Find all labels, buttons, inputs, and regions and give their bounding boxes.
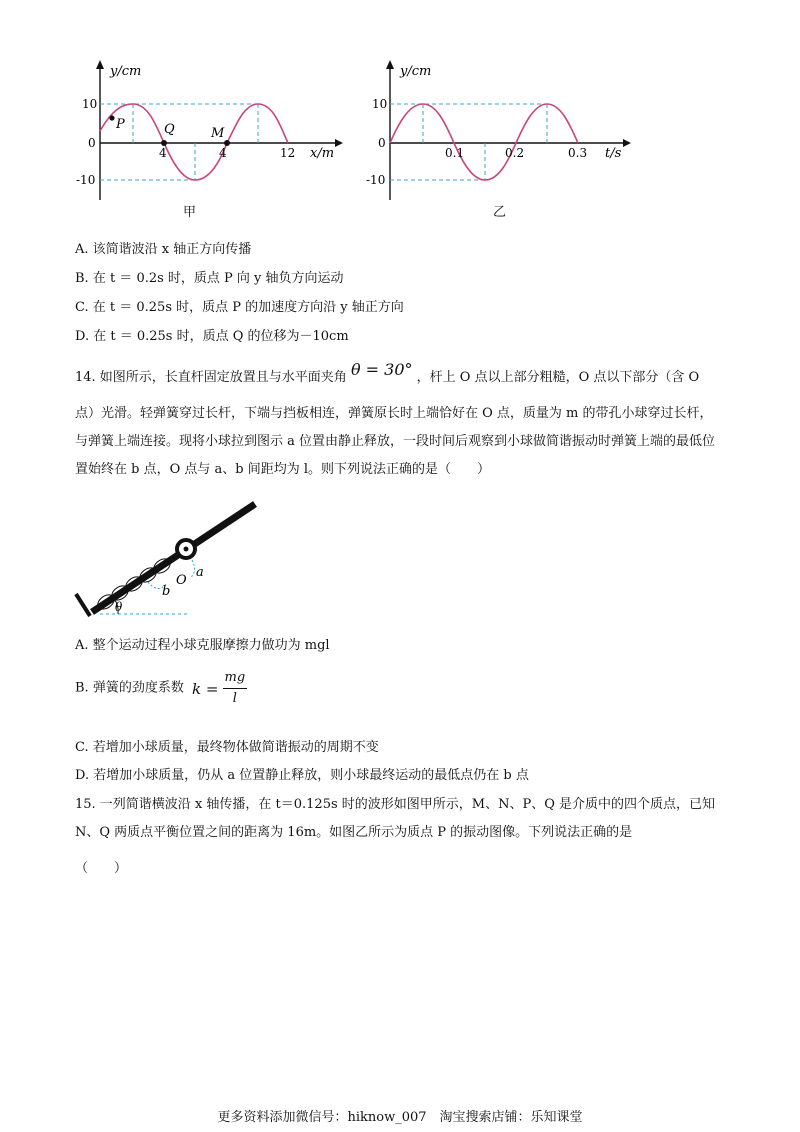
label-b: b: [162, 584, 171, 599]
label-q: Q: [164, 122, 175, 137]
q13-option-c: C. 在 t ＝ 0.25s 时，质点 P 的加速度方向沿 y 轴正方向: [75, 300, 404, 315]
q14-option-a: A. 整个运动过程小球克服摩擦力做功为 mgl: [75, 638, 330, 653]
t-tick-0.2: 0.2: [505, 146, 525, 160]
q13-option-d: D. 在 t ＝ 0.25s 时，质点 Q 的位移为－10cm: [75, 329, 349, 344]
y-tick-minus10: -10: [76, 173, 96, 187]
q14-option-b-fraction: [223, 668, 248, 709]
q14-stem-suffix: ，杆上 O 点以上部分粗糙，O 点以下部分（含 O: [416, 370, 700, 385]
q14-option-b-text: B. 弹簧的劲度系数: [75, 680, 184, 696]
fraction-numerator: mg: [223, 668, 248, 689]
y-tick-0: 0: [378, 136, 386, 150]
q14-stem-prefix: 14. 如图所示，长直杆固定放置且与水平面夹角: [75, 370, 347, 385]
x-tick-12: 12: [280, 146, 296, 160]
figure-yi-caption: 乙: [493, 205, 507, 220]
wave-curve: [100, 104, 288, 180]
baffle: [76, 594, 90, 616]
q15-stem: 15. 一列简谐横波沿 x 轴传播，在 t＝0.125s 时的波形如图甲所示，M、N、P、Q 是介质中的四个质点，已知 N、Q 两质点平衡位置之间的距离为 16m。如图乙所示为质点 P 的振动图像。下列说法正确的是: [75, 797, 716, 840]
y-tick-10: 10: [372, 97, 388, 111]
y-tick-10: 10: [82, 97, 98, 111]
label-p: P: [116, 117, 125, 132]
q13-option-b: B. 在 t ＝ 0.2s 时，质点 P 向 y 轴负方向运动: [75, 271, 344, 286]
fraction-denominator: l: [232, 691, 237, 706]
q14-angle-formula: θ = 30°: [350, 360, 413, 379]
label-theta: θ: [115, 600, 123, 614]
label-m: M: [211, 126, 225, 141]
x-tick-4a: 4: [159, 146, 167, 160]
q14-stem-body: 点）光滑。轻弹簧穿过长杆，下端与挡板相连，弹簧原长时上端恰好在 O 点，质量为 m 的带孔小球穿过长杆，与弹簧上端连接。现将小球拉到图示 a 位置由静止释放，一段时间后观察到小球做简谐振动时弹簧上端的最低位置始终在 b 点，O 点与 a、b 间距均为 l。则下列说法正确的是（ ）: [75, 406, 716, 477]
y-tick-0: 0: [88, 136, 96, 150]
figure-yi-vibration-graph: [365, 55, 645, 205]
long-rod: [92, 504, 255, 612]
y-axis-label: y/cm: [400, 64, 432, 79]
vibration-curve: [390, 104, 578, 180]
q14-option-b: [75, 668, 247, 709]
q14-option-b-lhs: k =: [191, 679, 219, 698]
q14-stem-line1: [75, 360, 700, 387]
q14-rod-spring-figure: [70, 498, 270, 623]
q15-answer-blank: （ ）: [75, 861, 128, 876]
q14-option-c: C. 若增加小球质量，最终物体做简谐振动的周期不变: [75, 740, 379, 755]
figure-jia-caption: 甲: [183, 205, 197, 220]
x-axis-label: x/m: [310, 146, 335, 161]
label-o: O: [176, 573, 187, 588]
y-axis-label: y/cm: [110, 64, 142, 79]
t-axis-label: t/s: [605, 146, 622, 161]
point-p: [109, 115, 114, 120]
t-tick-0.1: 0.1: [445, 146, 465, 160]
page-footer: 更多资料添加微信号：hiknow_007 淘宝搜索店铺：乐知课堂: [217, 1110, 583, 1125]
q14-option-d: D. 若增加小球质量，仍从 a 位置静止释放，则小球最终运动的最低点仍在 b 点: [75, 768, 529, 783]
t-tick-0.3: 0.3: [568, 146, 588, 160]
figure-jia-wave-graph: [76, 55, 350, 205]
y-tick-minus10: -10: [366, 173, 386, 187]
x-tick-4b: 4: [219, 146, 227, 160]
q13-option-a: A. 该简谐波沿 x 轴正方向传播: [75, 242, 252, 257]
label-a: a: [196, 565, 204, 580]
